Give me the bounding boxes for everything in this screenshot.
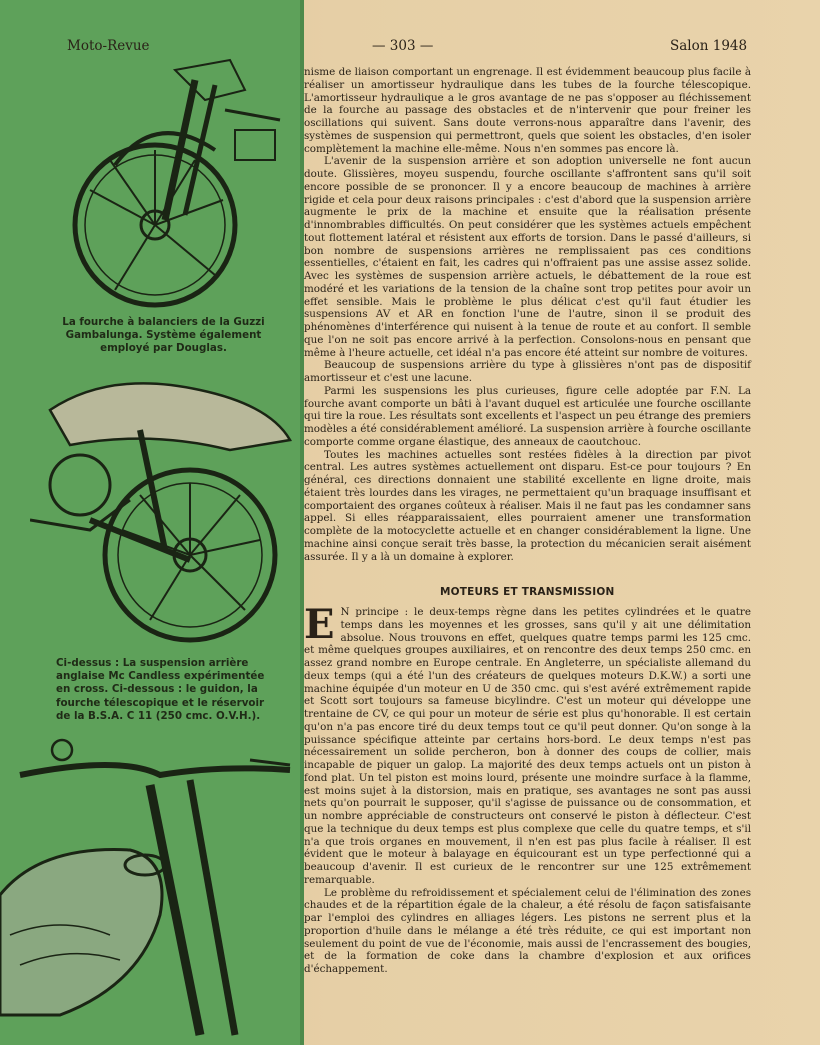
paragraph: Beaucoup de suspensions arrière du type à glissières n'ont pas de dispositif amortisseur et c'est une lacune. <box>304 359 751 384</box>
paragraph: Le problème du refroidissement et spécialement celui de l'élimination des zones chaudes et de la répartition égale de la chaleur, a été résolu de façon satisfaisante par l'emploi des cylindres en alliages légers. Les pistons ne serrent plus et la proportion d'huile dans le mélange a été très réduite, ce qui est important non seulement du point de vue de l'économie, mais aussi de l'encrassement des bougies, et de la formation de coke dans la chambre d'explosion et aux orifices d'échappement. <box>304 886 751 975</box>
paragraph: Toutes les machines actuelles sont restées fidèles à la direction par pivot central. Les autres systèmes actuellement ont disparu. Est-ce pour toujours ? En général, ces directions donnaient une stabilité excellente en ligne droite, mais étaient très lourdes dans les virages, ne permettaient qu'un braquage insuffisant et comportaient des organes coûteux à réaliser. Mais il ne faut pas les condamner sans appel. Si elles réapparaissaient, elles pourraient amener une transformation complète de la motocyclette actuelle et en changer considérablement la ligne. Une machine ainsi conçue serait très basse, la protection du mécanicien serait aisément assurée. Il y a là un domaine à explorer. <box>304 448 751 563</box>
caption-guzzi: La fourche à balanciers de la Guzzi Gambalunga. Système également employé par Douglas. <box>62 316 265 355</box>
mccandless-suspension-illustration <box>30 370 300 650</box>
bsa-handlebar-illustration <box>0 735 300 1045</box>
paragraph: nisme de liaison comportant un engrenage. Il est évidemment beaucoup plus facile à réaliser un amortisseur hydraulique dans les tubes de la fourche télescopique. L'amortisseur hydraulique a le gros avantage de ne pas s'opposer au fléchissement de la fourche au passage des obstacles et de n'intervenir que pour freiner les oscillations qui suivent. Sans doute verrons-nous apparaître dans l'avenir, des systèmes de suspension qui permettront, quels que soient les obstacles, d'en isoler complètement la machine elle-même. Nous n'en sommes pas encore là. <box>304 66 751 155</box>
magazine-title: Moto-Revue <box>67 38 150 54</box>
drop-cap: E <box>304 601 335 648</box>
paragraph-text: N principe : le deux-temps règne dans les petites cylindrées et le quatre temps dans les moyennes et les grosses, sans qu'il y ait une délimitation absolue. Nous trouvons en effet, quelques quatre temps parmi les 125 cmc. et même quelques groupes auxiliaires, et on rencontre des deux temps 250 cmc. en assez grand nombre en Europe centrale. En Angleterre, un spécialiste allemand du deux temps (qui a été l'un des créateurs de quelques moteurs D.K.W.) a sorti une machine équipée d'un moteur en U de 350 cmc. qui s'est avéré extrêmement rapide et Scott sort toujours sa fameuse bicylindre. C'est un moteur qui développe une trentaine de CV, ce qui pour un moteur de série est plus qu'honorable. Il est certain qu'on n'a pas encore tiré du deux temps tout ce qu'il peut donner. Qu'on songe à la puissance spécifique atteinte par certains hors-bord. Le deux temps n'est pas nécessairement un solide percheron, bon à donner des coups de collier, mais incapable de piquer un galop. La majorité des deux temps actuels ont un piston à fond plat. Un tel piston est moins lourd, présente une moindre surface à la flamme, est moins sujet à la distorsion, mais en pratique, ses avantages ne sont pas aussi nets qu'on pourrait le supposer, qu'il s'agisse de puissance ou de consommation, et un nombre appréciable de constructeurs ont conservé le piston à déflecteur. C'est que la technique du deux temps est plus complexe que celle du quatre temps, et s'il n'a que trois organes en mouvement, il n'en est pas plus facile à réaliser. Il est évident que le moteur à balayage en équicourant est un type perfectionné qui a beaucoup d'avenir. Il est curieux de le rencontrer sur une 125 extrêmement remarquable. <box>304 606 751 886</box>
section-heading: MOTEURS ET TRANSMISSION <box>440 586 615 598</box>
guzzi-fork-illustration <box>55 50 285 310</box>
article-column-top <box>304 66 751 563</box>
paragraph <box>304 601 751 887</box>
paragraph: Parmi les suspensions les plus curieuses, figure celle adoptée par F.N. La fourche avant comporte un bâti à l'avant duquel est articulée une fourche oscillante qui tire la roue. Les résultats sont excellents et l'aspect un peu étrange des premiers modèles a été considérablement amélioré. La suspension arrière à fourche oscillante comporte comme organe élastique, des anneaux de caoutchouc. <box>304 384 751 448</box>
article-column-bottom <box>304 601 751 976</box>
issue-title: Salon 1948 <box>670 38 748 54</box>
paragraph: L'avenir de la suspension arrière et son adoption universelle ne font aucun doute. Glissières, moyeu suspendu, fourche oscillante s'affrontent sans qu'il soit encore possible de se prononcer. Il y a encore beaucoup de machines à arrière rigide et cela pour deux raisons principales : c'est d'abord que la suspension arrière augmente le prix de la machine et ensuite que la réalisation présente d'innombrables difficultés. On peut considérer que les systèmes actuels empêchent tout flottement latéral et résistent aux efforts de torsion. Dans le passé d'ailleurs, si bon nombre de suspensions arrières ne remplissaient pas ces conditions essentielles, c'étaient en fait, les cadres qui n'offraient pas une assise assez solide. Avec les systèmes de suspension arrière actuels, le débattement de la roue est modéré et les variations de la tension de la chaîne sont trop petites pour avoir un effet sensible. Mais le problème le plus délicat c'est qu'il faut étudier les suspensions AV et AR en fonction l'une de l'autre, sinon il se produit des phénomènes d'interférence qui nuisent à la tenue de route et au confort. Il semble que l'on ne soit pas encore arrivé à la perfection. Consolons-nous en pensant que même à l'heure actuelle, cet idéal n'a pas encore été atteint sur nombre de voitures. <box>304 155 751 359</box>
caption-bsa: Ci-dessus : La suspension arrière anglaise Mc Candless expérimentée en cross. Ci-dessous : le guidon, la fourche télescopique et le réservoir de la B.S.A. C 11 (250 cmc. O.V.H.). <box>56 657 265 722</box>
page-number: — 303 — <box>372 38 434 54</box>
